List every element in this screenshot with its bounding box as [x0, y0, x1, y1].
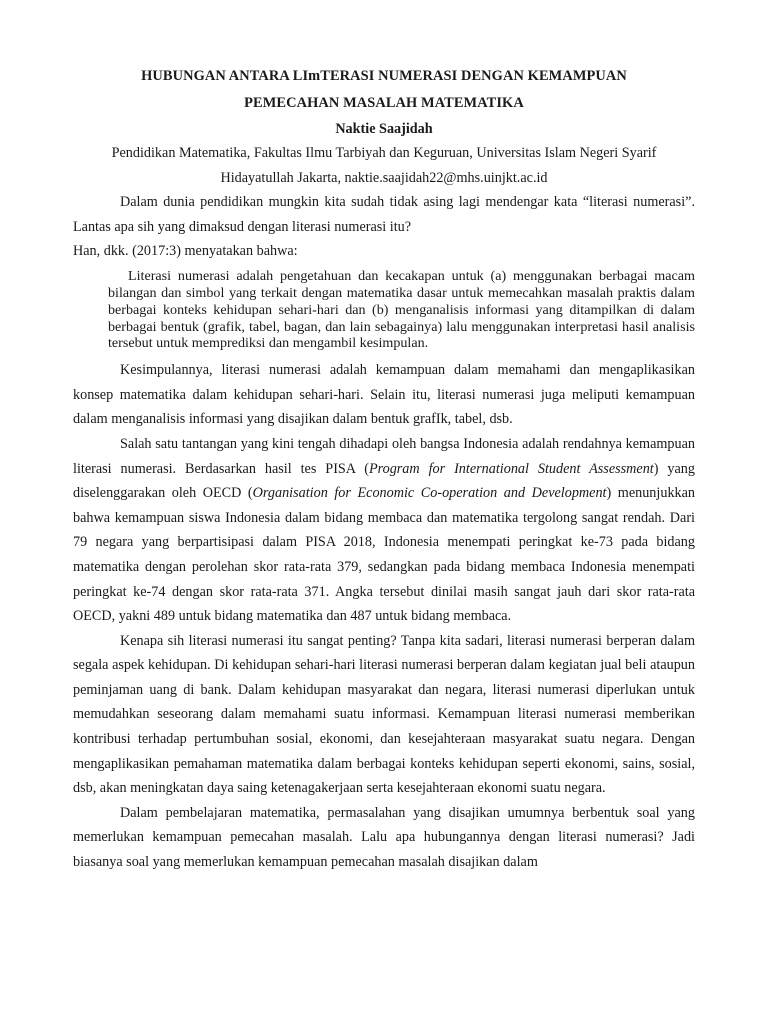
conclusion-paragraph: Kesimpulannya, literasi numerasi adalah kemampuan dalam memahami dan mengaplikasikan konsep matematika dalam kehidupan sehari-hari. Selain itu, literasi numerasi juga meliputi kemampuan dalam menganalisis informasi yang disajikan dalam bentuk grafIk, tabel, dsb. [73, 362, 695, 428]
block-quote: Literasi numerasi adalah pengetahuan dan kecakapan untuk (a) menggunakan berbagai macam bilangan dan simbol yang terkait dengan matematika dasar untuk memecahkan masalah praktis dalam berbagai konteks kehidupan sehari-hari dan (b) menganalisis informasi yang ditampilkan di dalam berbagai bentuk (grafik, tabel, bagan, dan lain sebagainya) lalu menggunakan interpretasi hasil analisis tersebut untuk memprediksi dan mengambil kesimpulan. [108, 268, 695, 352]
affiliation-line-2: Hidayatullah Jakarta, naktie.saajidah22@mhs.uinjkt.ac.id [220, 170, 548, 186]
intro-paragraph: Dalam dunia pendidikan mungkin kita sudah tidak asing lagi mendengar kata “literasi numerasi”. Lantas apa sih yang dimaksud dengan literasi numerasi itu? [73, 194, 695, 235]
title-line-1: HUBUNGAN ANTARA LImTERASI NUMERASI DENGAN KEMAMPUAN [141, 68, 627, 84]
learning-paragraph: Dalam pembelajaran matematika, permasalahan yang disajikan umumnya berbentuk soal yang memerlukan kemampuan pemecahan masalah. Lalu apa hubungannya dengan literasi numerasi? Jadi biasanya soal yang memerlukan kemampuan pemecahan masalah disajikan dalam [73, 804, 695, 871]
author-name: Naktie Saajidah [335, 121, 433, 137]
pisa-text-1: Salah satu tantangan yang kini tengah dihadapi oleh bangsa Indonesia adalah rendahnya kemampuan literasi numerasi. Berdasarkan hasil tes PISA ( [73, 435, 695, 477]
document-body [73, 190, 695, 875]
pisa-paragraph [73, 432, 695, 629]
affiliation [0, 141, 768, 191]
affiliation-line-1: Pendidikan Matematika, Fakultas Ilmu Tarbiyah dan Keguruan, Universitas Islam Negeri Syarif [111, 145, 657, 161]
oecd-expansion: Organisation for Economic Co-operation and Development [252, 485, 607, 502]
title-line-2: PEMECAHAN MASALAH MATEMATIKA [244, 95, 524, 111]
citation-line: Han, dkk. (2017:3) menyatakan bahwa: [73, 243, 298, 260]
importance-paragraph: Kenapa sih literasi numerasi itu sangat penting? Tanpa kita sadari, literasi numerasi berperan dalam segala aspek kehidupan. Di kehidupan sehari-hari literasi numerasi berperan dalam kegiatan jual beli ataupun peminjaman uang di bank. Dalam kehidupan masyarakat dan negara, literasi numerasi diperlukan untuk memudahkan seseorang dalam memahami suatu informasi. Kemampuan literasi numerasi memberikan kontribusi terhadap pertumbuhan sosial, ekonomi, dan kesejahteraan masyarakat suatu negara. Dengan mengaplikasikan pemahaman matematika dalam berbagai konteks kehidupan seperti ekonomi, sains, sosial, dsb, akan meningkatan daya saing ketenagakerjaan serta kesejahteraan ekonomi suatu negara. [73, 632, 695, 797]
pisa-text-3: ) menunjukkan bahwa kemampuan siswa Indonesia dalam bidang membaca dan matematika tergolong sangat rendah. Dari 79 negara yang berpartisipasi dalam PISA 2018, Indonesia menempati peringkat ke-73 pada bidang matematika dengan perolehan skor rata-rata 379, sedangkan pada bidang membaca Indonesia menempati peringkat ke-74 dengan skor rata-rata 371. Angka tersebut dinilai masih sangat jauh dari skor rata-rata OECD, yakni 489 untuk bidang matematika dan 487 untuk bidang membaca. [73, 485, 696, 625]
pisa-text-2: ) yang diselenggarakan oleh OECD ( [73, 460, 695, 502]
pisa-expansion: Program for International Student Assessment [368, 460, 654, 477]
